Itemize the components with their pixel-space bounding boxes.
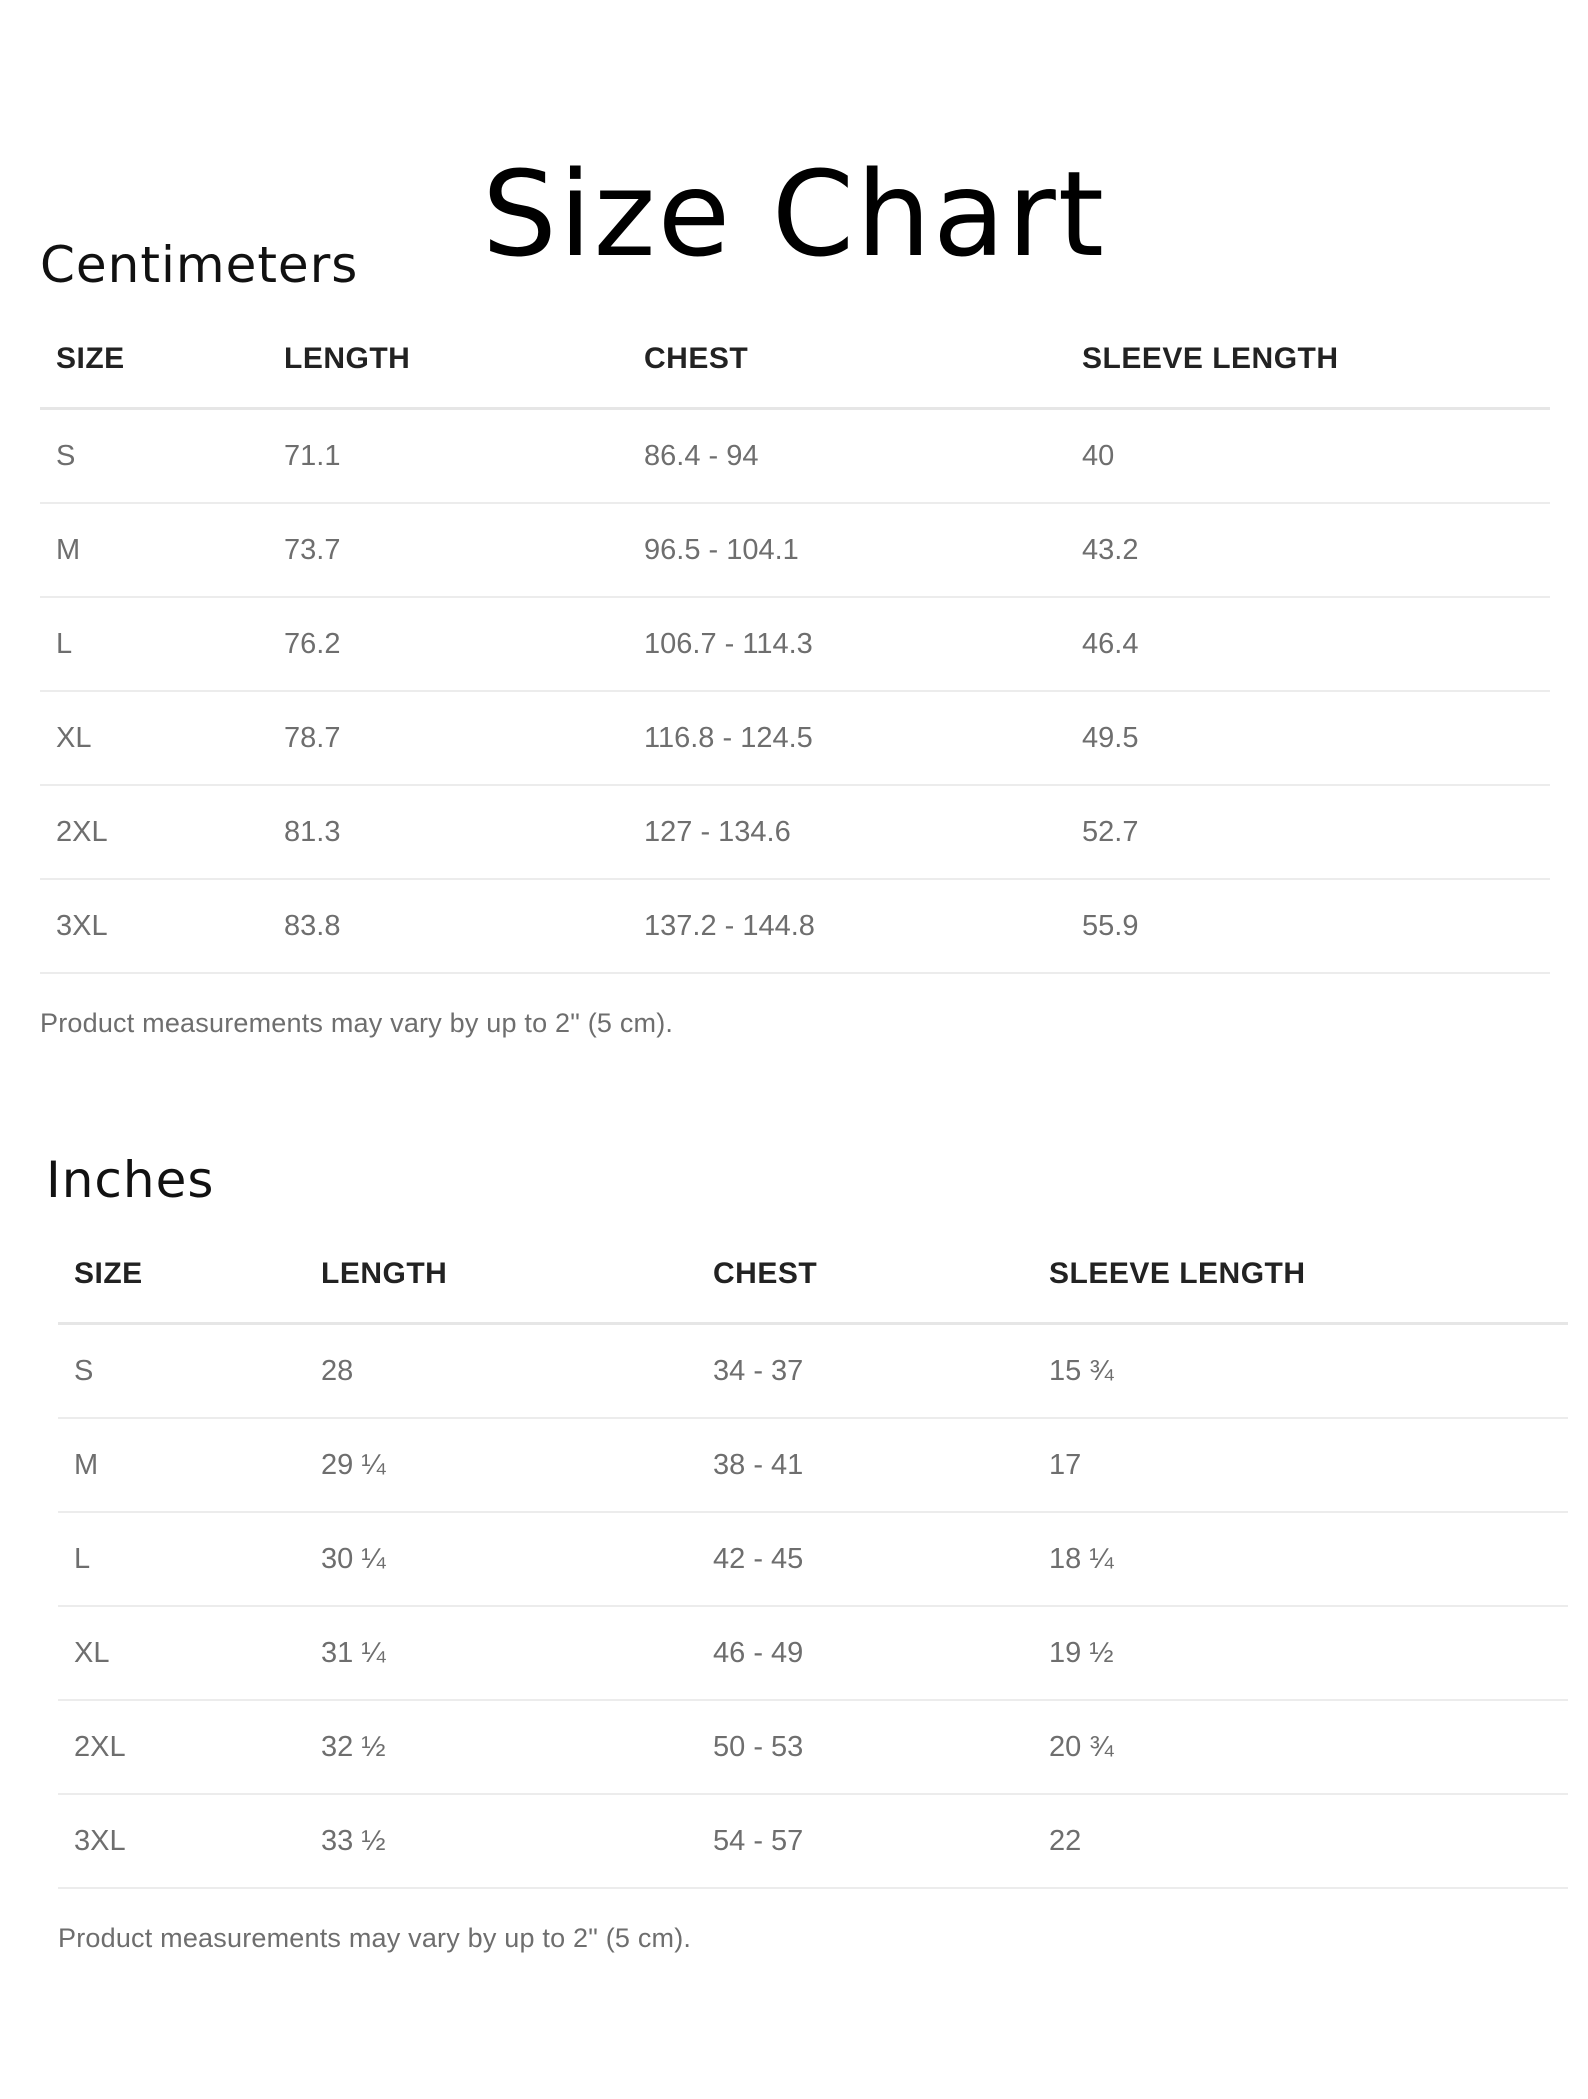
cell-sleeve-length: 46.4 xyxy=(1066,597,1550,691)
cell-chest: 42 - 45 xyxy=(697,1512,1033,1606)
inches-heading: Inches xyxy=(46,1151,215,1209)
column-header-length: LENGTH xyxy=(268,311,628,409)
cell-sleeve-length: 40 xyxy=(1066,409,1550,504)
cell-length: 32 ½ xyxy=(305,1700,697,1794)
cell-length: 28 xyxy=(305,1324,697,1419)
cell-sleeve-length: 17 xyxy=(1033,1418,1568,1512)
cell-length: 73.7 xyxy=(268,503,628,597)
cell-sleeve-length: 52.7 xyxy=(1066,785,1550,879)
cell-size: XL xyxy=(58,1606,305,1700)
column-header-chest: CHEST xyxy=(697,1226,1033,1324)
inches-section xyxy=(46,1140,1568,1954)
cell-chest: 46 - 49 xyxy=(697,1606,1033,1700)
cell-sleeve-length: 20 ¾ xyxy=(1033,1700,1568,1794)
measurement-note: Product measurements may vary by up to 2" (5 cm). xyxy=(58,1923,692,1953)
cell-size: 2XL xyxy=(40,785,268,879)
table-row xyxy=(40,409,1550,504)
cell-sleeve-length: 22 xyxy=(1033,1794,1568,1888)
cell-sleeve-length: 43.2 xyxy=(1066,503,1550,597)
cell-chest: 137.2 - 144.8 xyxy=(628,879,1066,973)
cell-size: S xyxy=(58,1324,305,1419)
cell-length: 33 ½ xyxy=(305,1794,697,1888)
cell-length: 76.2 xyxy=(268,597,628,691)
column-header-size: SIZE xyxy=(58,1226,305,1324)
cell-sleeve-length: 55.9 xyxy=(1066,879,1550,973)
table-row xyxy=(40,879,1550,973)
table-row xyxy=(58,1606,1568,1700)
cell-size: S xyxy=(40,409,268,504)
column-header-chest: CHEST xyxy=(628,311,1066,409)
cell-chest: 86.4 - 94 xyxy=(628,409,1066,504)
column-header-sleeve-length: SLEEVE LENGTH xyxy=(1066,311,1550,409)
cell-chest: 38 - 41 xyxy=(697,1418,1033,1512)
cell-chest: 106.7 - 114.3 xyxy=(628,597,1066,691)
cell-size: M xyxy=(40,503,268,597)
cell-length: 83.8 xyxy=(268,879,628,973)
table-row xyxy=(58,1700,1568,1794)
table-header-row xyxy=(40,311,1550,409)
cell-sleeve-length: 19 ½ xyxy=(1033,1606,1568,1700)
cell-length: 71.1 xyxy=(268,409,628,504)
cell-size: M xyxy=(58,1418,305,1512)
table-row xyxy=(58,1418,1568,1512)
table-row xyxy=(58,1794,1568,1888)
column-header-length: LENGTH xyxy=(305,1226,697,1324)
cell-size: L xyxy=(58,1512,305,1606)
cell-size: 2XL xyxy=(58,1700,305,1794)
cell-size: L xyxy=(40,597,268,691)
cell-length: 29 ¼ xyxy=(305,1418,697,1512)
cell-sleeve-length: 18 ¼ xyxy=(1033,1512,1568,1606)
cell-length: 31 ¼ xyxy=(305,1606,697,1700)
table-header-row xyxy=(58,1226,1568,1324)
cell-chest: 127 - 134.6 xyxy=(628,785,1066,879)
measurement-note: Product measurements may vary by up to 2" (5 cm). xyxy=(40,1008,674,1038)
column-header-sleeve-length: SLEEVE LENGTH xyxy=(1033,1226,1568,1324)
table-row xyxy=(58,1324,1568,1419)
table-row xyxy=(58,1512,1568,1606)
table-row xyxy=(40,785,1550,879)
column-header-size: SIZE xyxy=(40,311,268,409)
centimeters-table xyxy=(40,311,1550,974)
cell-sleeve-length: 15 ¾ xyxy=(1033,1324,1568,1419)
cell-length: 78.7 xyxy=(268,691,628,785)
cell-length: 81.3 xyxy=(268,785,628,879)
cell-chest: 34 - 37 xyxy=(697,1324,1033,1419)
cell-size: 3XL xyxy=(58,1794,305,1888)
table-row xyxy=(40,691,1550,785)
cell-chest: 50 - 53 xyxy=(697,1700,1033,1794)
page-title: Size Chart xyxy=(481,145,1106,284)
table-row xyxy=(40,597,1550,691)
table-row xyxy=(40,503,1550,597)
centimeters-section xyxy=(40,225,1550,1039)
inches-table xyxy=(58,1226,1568,1889)
cell-chest: 116.8 - 124.5 xyxy=(628,691,1066,785)
centimeters-heading: Centimeters xyxy=(40,236,359,294)
cell-size: XL xyxy=(40,691,268,785)
cell-chest: 96.5 - 104.1 xyxy=(628,503,1066,597)
cell-sleeve-length: 49.5 xyxy=(1066,691,1550,785)
cell-chest: 54 - 57 xyxy=(697,1794,1033,1888)
cell-size: 3XL xyxy=(40,879,268,973)
cell-length: 30 ¼ xyxy=(305,1512,697,1606)
